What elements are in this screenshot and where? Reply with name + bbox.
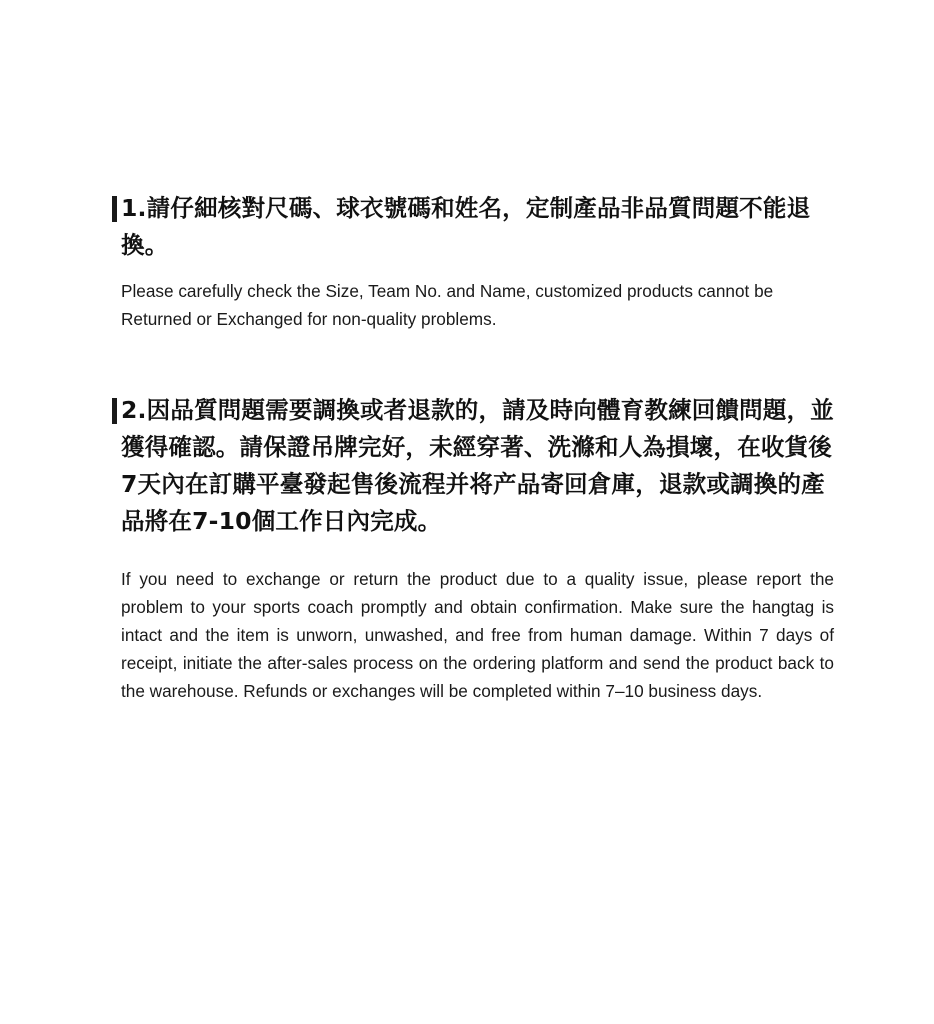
bullet-bar-icon: [112, 196, 117, 222]
policy-item-2-english-text: If you need to exchange or return the product due to a quality issue, please report the problem to your sports coach promptly and obtain confirmation. Make sure the hangtag is intact and the item is unworn, unwashed, and free from human damage. Within 7 days of receipt, initiate the after-sales process on the ordering platform and send the product back to the warehouse. Refunds or exchanges will be completed within 7–10 business days.: [121, 569, 834, 701]
policy-section-1: [112, 190, 834, 334]
policy-item-1-chinese-text: 1.請仔細核對尺碼、球衣號碼和姓名，定制產品非品質問題不能退換。: [121, 194, 811, 260]
policy-item-2-chinese-text: 2.因品質問題需要調換或者退款的，請及時向體育教練回饋問題，並獲得確認。請保證吊牌完好，未經穿著、洗滌和人為損壞，在收貨後7天內在訂購平臺發起售後流程并将产品寄回倉庫，退款或調換的產品將在7-10個工作日內完成。: [121, 395, 834, 536]
policy-section-2: [112, 392, 834, 706]
policy-item-1-chinese: [112, 190, 834, 264]
policy-item-2-chinese: [112, 392, 834, 541]
bullet-bar-icon: [112, 398, 117, 424]
policy-item-1-english-text: Please carefully check the Size, Team No. and Name, customized products cannot be Returned or Exchanged for non-quality problems.: [121, 281, 774, 330]
